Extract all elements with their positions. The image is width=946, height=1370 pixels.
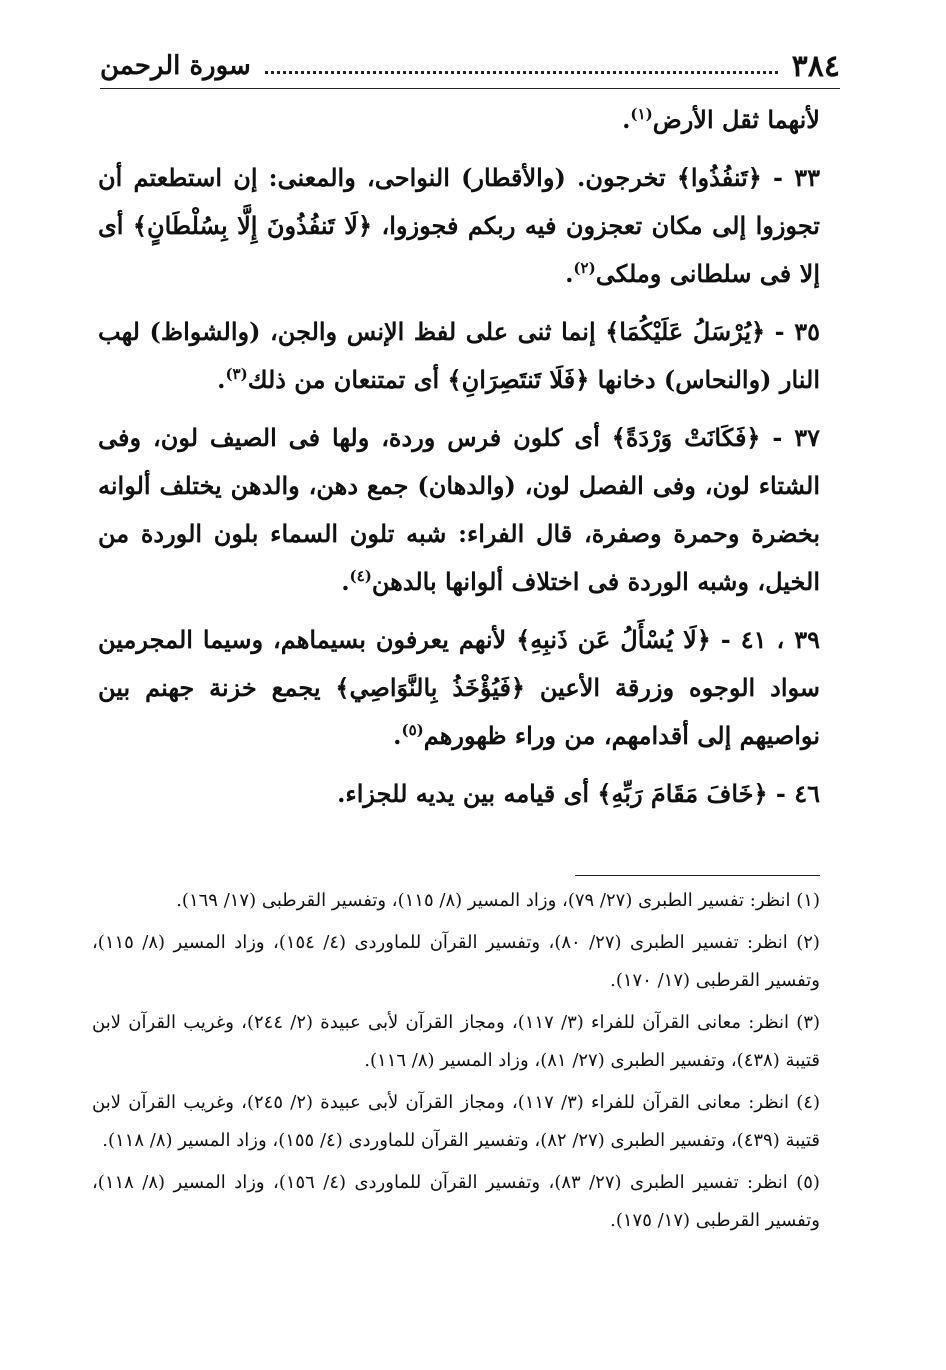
footnote: (٥) انظر: تفسير الطبرى (٢٧/ ٨٣)، وتفسير القرآن للماوردى (٤/ ١٥٦)، وزاد المسير (٨/ ١١٨)، وتفسير القرطبى (١٧/ ١٧٥). xyxy=(92,1172,820,1231)
running-header xyxy=(100,44,840,88)
footnote-rule xyxy=(575,875,820,876)
footnotes xyxy=(92,882,820,1244)
page-number: ٣٨٤ xyxy=(791,48,840,84)
footnote: (٣) انظر: معانى القرآن للفراء (٣/ ١١٧)، ومجاز القرآن لأبى عبيدة (٢/ ٢٤٤)، وغريب القرآن لابن قتيبة (٤٣٨)، وتفسير الطبرى (٢٧/ ٨١)، وزاد المسير (٨/ ١١٦). xyxy=(92,1012,820,1071)
footnote: (٢) انظر: تفسير الطبرى (٢٧/ ٨٠)، وتفسير القرآن للماوردى (٤/ ١٥٤)، وزاد المسير (٨/ ١١٥)، وتفسير القرطبى (١٧/ ١٧٠). xyxy=(92,932,820,991)
footnote: (١) انظر: تفسير الطبرى (٢٧/ ٧٩)، وزاد المسير (٨/ ١١٥)، وتفسير القرطبى (١٧/ ١٦٩). xyxy=(176,890,820,911)
paragraph: ٣٧ - ﴿فَكَانَتْ وَرْدَةً﴾ أى كلون فرس وردة، ولها فى الصيف لون، وفى الشتاء لون، وفى الفصل لون، (والدهان) جمع دهن، والدهن يختلف ألوانه بخضرة وحمرة وصفرة، قال الفراء: شبه تلون السماء بلون الوردة من الخيل، وشبه الوردة فى اختلاف ألوانها بالدهن$^{(٤)}$. xyxy=(98,423,820,596)
paragraph: ٤٦ - ﴿خَافَ مَقَامَ رَبِّهِ﴾ أى قيامه بين يديه للجزاء. xyxy=(337,779,820,808)
note-ref: (٢) xyxy=(573,259,596,277)
main-text xyxy=(98,96,820,818)
sura-title: سورة الرحمن xyxy=(100,51,251,81)
paragraph: ٣٩ ، ٤١ - ﴿لَا يُسْأَلُ عَن ذَنبِهِ﴾ لأنهم يعرفون بسيماهم، وسيما المجرمين سواد الوجوه وزرقة الأعين ﴿فَيُؤْخَذُ بِالنَّوَاصِي﴾ يجمع خزنة جهنم بين نواصيهم إلى أقدامهم، من وراء ظهورهم$^{(٥)}$. xyxy=(98,625,820,750)
paragraph: ٣٣ - ﴿تَنفُذُوا﴾ تخرجون. (والأقطار) النواحى، والمعنى: إن استطعتم أن تجوزوا إلى مكان تعجزون فيه ربكم فجوزوا، ﴿لَا تَنفُذُونَ إِلَّا بِسُلْطَانٍ﴾ أى إلا فى سلطانى وملكى$^{(٢)}$. xyxy=(98,163,820,288)
note-ref: (٥) xyxy=(401,721,424,739)
note-ref: (١) xyxy=(630,105,653,123)
note-ref: (٤) xyxy=(349,567,372,585)
paragraph: ٣٥ - ﴿يُرْسَلُ عَلَيْكُمَا﴾ إنما ثنى على لفظ الإنس والجن، (والشواظ) لهب النار (والنحاس) دخانها ﴿فَلَا تَنتَصِرَانِ﴾ أى تمتنعان من ذلك$^{(٣)}$. xyxy=(98,317,820,394)
header-leader-dots xyxy=(265,71,778,74)
header-rule xyxy=(100,88,840,89)
footnote: (٤) انظر: معانى القرآن للفراء (٣/ ١١٧)، ومجاز القرآن لأبى عبيدة (٢/ ٢٤٥)، وغريب القرآن لابن قتيبة (٤٣٩)، وتفسير الطبرى (٢٧/ ٨٢)، وتفسير القرآن للماوردى (٤/ ١٥٥)، وزاد المسير (٨/ ١١٨). xyxy=(92,1092,820,1151)
note-ref: (٣) xyxy=(225,365,248,383)
paragraph: لأنهما ثقل الأرض$^{(١)}$. xyxy=(622,105,820,134)
